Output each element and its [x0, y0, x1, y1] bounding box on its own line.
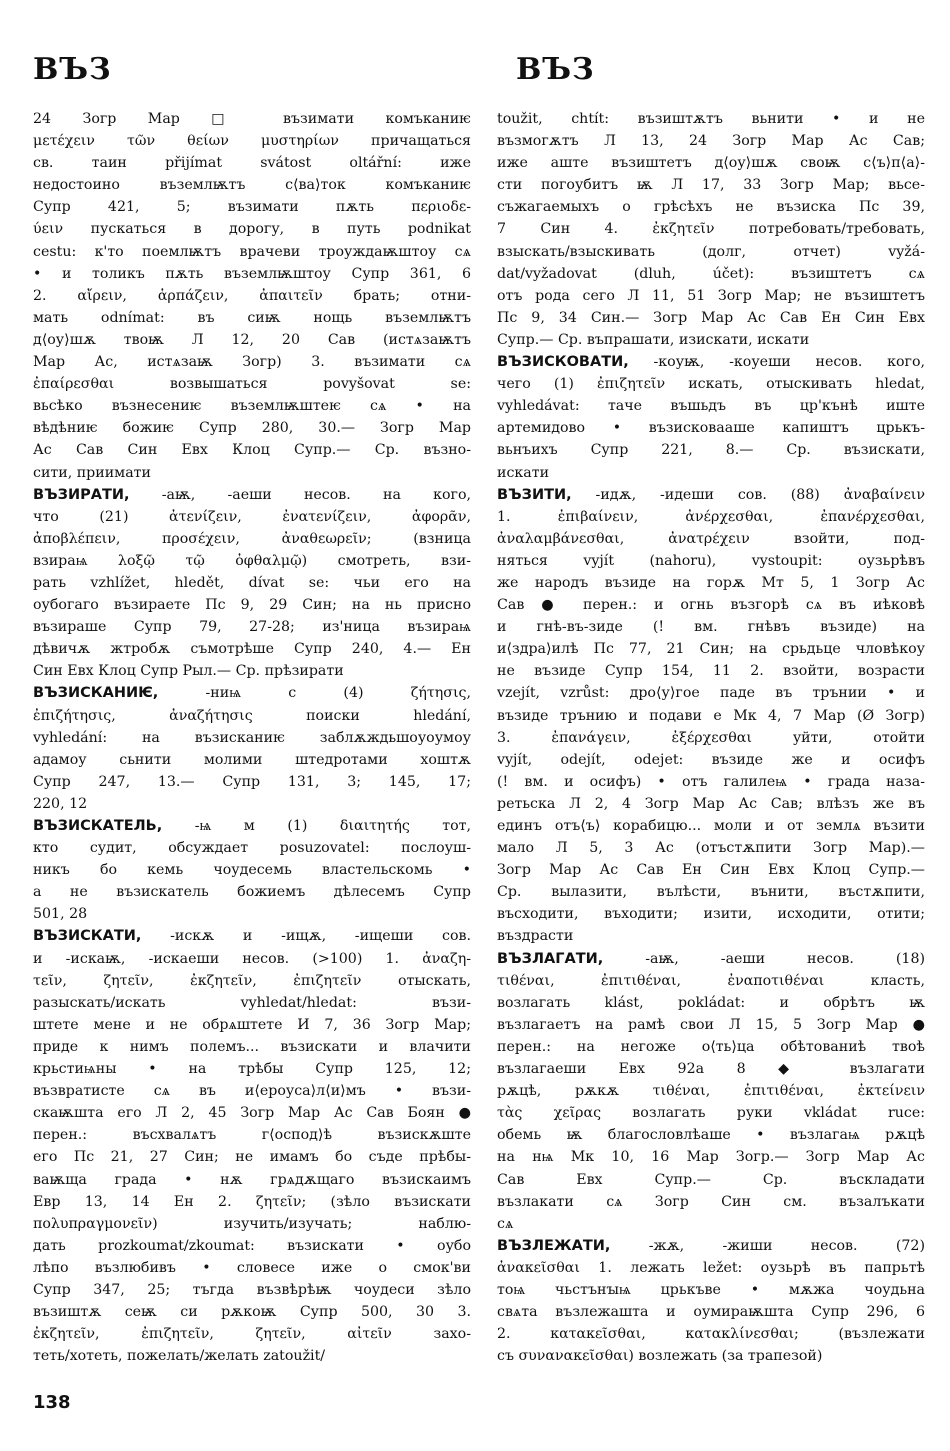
headword: ВЪЗИСКОВАТИ, — [497, 354, 629, 371]
text-line: vzejít, vzrůst: дро⟨у⟩гое паде въ трънии • и — [497, 685, 925, 702]
text-line: рѫцѣ, рѫкѫ τιθέναι, ἐπιτιθέναι, ἐκτείνειν — [497, 1083, 925, 1100]
text-line: мало Л 5, 3 Ас (отъстѫпити Зогр Мар).— — [497, 840, 925, 857]
text-line: вьнъихъ Супр 221, 8.— Ср. възискати, — [497, 442, 925, 459]
text-line: Пс 9, 34 Син.— Зогр Мар Ас Сав Ен Син Евх — [497, 309, 925, 326]
text-line: и -искаѭ, -искаеши несов. (>100) 1. ἀναζη- — [33, 950, 471, 967]
text-line: 2. αἴρειν, ἁρπάζειν, ἀπαιτεῖν брать; отни- — [33, 287, 471, 304]
text-line: его Пс 21, 27 Син; не имамъ бо съде прѣбы- — [33, 1149, 471, 1166]
right-column — [497, 108, 925, 1367]
text-line: же народъ възиде на горѫ Мт 5, 1 Зогр Ас — [497, 574, 925, 591]
text-line: а не възискатель божиемъ дѣлесемъ Супр — [33, 884, 471, 901]
text-line: лѣпо възлюбивъ • словесе иже о смок'ви — [33, 1259, 471, 1276]
text-line: перен.: на негоже о⟨ть⟩ца обѣтованиѣ твоѣ — [497, 1038, 925, 1055]
text-line: въсходити, въходити; изити, исходити, отити; — [497, 906, 925, 923]
text-line: вѣдѣниѥ божиѥ Супр 280, 30.— Зогр Мар — [33, 420, 471, 437]
text-line: въздрасти — [497, 928, 574, 945]
text-line: Супр.— Ср. въпрашати, изискати, искати — [497, 331, 810, 348]
text-line: иже аште възиштетъ д⟨оу⟩шѫ своѭ с⟨ъ⟩п⟨а⟩- — [497, 155, 925, 172]
text-line: перен.: въсхвалѧтъ г⟨оспод⟩ѣ възискѫште — [33, 1127, 471, 1144]
text-line: оубогаго възираете Пс 9, 29 Син; на нь присно — [33, 597, 471, 614]
text-line: vyjít, odejít, odejet: възиде же и осифъ — [497, 751, 925, 768]
text-line: ВЪЗЛАГАТИ, -аѭ, -аеши несов. (18) — [497, 950, 925, 967]
headword: ВЪЗИСКАНИѤ, — [33, 685, 159, 702]
text-line: рать vzhlížet, hledět, dívat se: чьи его на — [33, 574, 471, 591]
text-line: взыскать/взыскивать (долг, отчет) vyžá- — [497, 243, 925, 260]
text-line: разыскать/искать vyhledat/hledat: възи- — [33, 994, 471, 1011]
text-line: ВЪЗИТИ, -идѫ, -идеши сов. (88) ἀναβαίνειν — [497, 486, 925, 503]
text-line: ἐπιζήτησις, ἀναζήτησις поиски hledání, — [33, 707, 471, 724]
text-line: артемидово • възисковааше капиштъ црькъ- — [497, 420, 925, 437]
text-line: • и толикъ пѫть въземлѭштоу Супр 361, 6 — [33, 265, 471, 282]
text-line: 3. ἐπανάγειν, ἐξέρχεσθαι уйти, отойти — [497, 729, 925, 746]
text-line: отъ рода сего Л 11, 51 Зогр Мар; не възиштетъ — [497, 287, 925, 304]
text-line: д⟨оу⟩шѫ твоѭ Л 12, 20 Сав (истѧзаѭтъ — [33, 331, 471, 348]
text-line: възираше Супр 79, 27-28; из'ница възираѩ — [33, 619, 471, 636]
text-line: Ас Сав Син Евх Клоц Супр.— Ср. възно- — [33, 442, 471, 459]
text-line: сти погоубитъ ѭ Л 17, 33 Зогр Мар; вьсе- — [497, 177, 925, 194]
text-line: 7 Син 4. ἐκζητεῖν потребовать/требовать, — [497, 221, 925, 238]
text-line: штете мене и не обрѧштете И 7, 36 Зогр Мар; — [33, 1016, 471, 1033]
text-line: Супр 347, 25; тъгда възвѣрѣѭ чоудеси зѣло — [33, 1281, 471, 1298]
text-line: крьстиѩны • на трѣбы Супр 125, 12; — [33, 1061, 471, 1078]
text-line: свѧта възлежашта и оумираѭшта Супр 296, 6 — [497, 1304, 925, 1321]
text-line: мать odnímat: въ сиѭ нощь въземлѭтъ — [33, 309, 471, 326]
text-line: ВЪЗИСКАТЕЛЬ, -ѩ м (1) διαιτητής тот, — [33, 818, 471, 834]
text-line: няться vyjít (nahoru), vystoupit: оузьрѣвъ — [497, 552, 925, 569]
text-line: ретьска Л 2, 4 Зогр Мар Ас Сав; влѣзъ же въ — [497, 795, 925, 812]
text-line: ВЪЗИСКАТИ, -искѫ и -ищѫ, -ищеши сов. — [33, 928, 471, 945]
text-line: искати — [497, 464, 550, 481]
text-line: vyhledávat: таче въшьдъ въ цр'кънѣ иште — [497, 398, 925, 415]
page-number: 138 — [33, 1392, 71, 1413]
text-line: теть/хотеть, пожелать/желать zatoužit/ — [33, 1348, 326, 1365]
text-line: ВЪЗЛЕЖАТИ, -жѫ, -жиши несов. (72) — [497, 1237, 925, 1254]
text-line: никъ бо кемь чоудесемь властельскомь • — [33, 862, 471, 879]
running-head-left: ВЪЗ — [33, 52, 112, 87]
text-line: τὰς χεῖρας возлагать руки vkládat ruce: — [497, 1105, 925, 1122]
text-line: ἀναλαμβάνεσθαι, ἀνατρέχειν взойти, под- — [497, 530, 925, 547]
text-line: Сав ● перен.: и огнь възгорѣ сѧ въ иѣковѣ — [497, 597, 925, 614]
text-line: ἐπαίρεσθαι возвышаться povyšovat se: — [33, 376, 471, 393]
text-line: возлагать klást, pokládat: и обрѣтъ ѭ — [497, 994, 925, 1011]
headword: ВЪЗЛАГАТИ, — [497, 950, 604, 967]
text-line: адамоу сьнити молими штедротами хоштѫ — [33, 751, 471, 768]
headword: ВЪЗИТИ, — [497, 486, 572, 503]
text-line: съ συνανακεῖσθαι) возлежать (за трапезой) — [497, 1348, 823, 1365]
text-line: сѧ — [497, 1215, 514, 1232]
text-line: обемь ѭ благословлѣаше • възлагаѩ рѫцѣ — [497, 1127, 925, 1144]
text-line: Сав Евх Супр.— Ср. въскладати — [497, 1171, 925, 1188]
text-line: дать prozkoumat/zkoumat: възискати • оубо — [33, 1237, 471, 1254]
text-line: и⟨здра⟩илѣ Пс 77, 21 Син; на срьдьце чловѣкоу — [497, 641, 925, 658]
text-line: Супр 421, 5; възимати пѫть περιοδε- — [33, 199, 471, 216]
text-line: Евр 13, 14 Ен 2. ζητεῖν; (зѣло възискати — [33, 1193, 471, 1210]
text-line: (! вм. и осифъ) • отъ галилеѩ • града наза- — [497, 773, 925, 790]
headword: ВЪЗЛЕЖАТИ, — [497, 1237, 611, 1254]
text-line: ваѭща града • нѫ грѧдѫщаго възискаимъ — [33, 1171, 471, 1188]
text-line: ἀποβλέπειν, προσέχειν, ἀναθεωρεῖν; (взница — [33, 530, 471, 547]
text-line: единъ отъ⟨ъ⟩ корабицю... моли и от землѧ възити — [497, 818, 925, 834]
text-line: Мар Ас, истѧзаѭ Зогр) 3. възимати сѧ — [33, 354, 471, 371]
running-head-right: ВЪЗ — [516, 52, 595, 87]
text-line: тоѩ чьстънꙑѩ црькъве • мѫжа чоудьна — [497, 1281, 925, 1298]
text-line: скаѭшта его Л 2, 45 Зогр Мар Ас Сав Боян ● — [33, 1105, 471, 1122]
text-line: toužit, chtít: възиштѫтъ вьнити • и не — [497, 111, 925, 127]
text-line: ἐκζητεῖν, ἐπιζητεῖν, ζητεῖν, αἰτεῖν захо- — [33, 1326, 471, 1343]
text-line: сити, приимати — [33, 464, 151, 481]
text-line: не възиде Супр 154, 11 2. взойти, возрасти — [497, 663, 925, 680]
text-line: 220, 12 — [33, 795, 88, 812]
text-line: ύειν пускаться в дорогу, в путь podnikat — [33, 221, 471, 238]
text-line: възлакати сѧ Зогр Син см. възалъкати — [497, 1193, 925, 1210]
text-line: кто судит, обсуждает posuzovatel: послоуш- — [33, 840, 471, 857]
text-line: Син Евх Клоц Супр Рыл.— Ср. прѣзирати — [33, 663, 344, 680]
text-line: cestu: к'то поемлѭтъ врачеви троуждаѭштоу сѧ — [33, 243, 471, 260]
text-line: възмогѫтъ Л 13, 24 Зогр Мар Ас Сав; — [497, 133, 925, 150]
text-line: ВЪЗИСКАНИѤ, -ниѩ с (4) ζήτησις, — [33, 685, 471, 702]
text-line: възлагаеши Евх 92а 8 ◆ възлагати — [497, 1061, 925, 1078]
text-line: и гнѣ-въ-зиде (! вм. гнѣвъ възиде) на — [497, 619, 925, 636]
text-line: ВЪЗИСКОВАТИ, -коуѭ, -коуеши несов. кого, — [497, 354, 925, 371]
text-line: Супр 247, 13.— Супр 131, 3; 145, 17; — [33, 773, 471, 790]
text-line: 1. ἐπιβαίνειν, ἀνέρχεσθαι, ἐπανέρχεσθαι, — [497, 508, 925, 525]
text-line: св. таин přijímat svátost oltářní: иже — [33, 155, 471, 172]
text-line: чего (1) ἐπιζητεῖν искать, отыскивать hledat, — [497, 376, 925, 393]
text-line: съжагаемыхъ о грѣсѣхъ не възиска Пс 39, — [497, 199, 925, 216]
text-line: недостоино въземлѭтъ с⟨ва⟩ток комъканиѥ — [33, 177, 471, 194]
text-line: 2. κατακεῖσθαι, κατακλίνεσθαι; (възлежати — [497, 1326, 925, 1343]
headword: ВЪЗИСКАТИ, — [33, 928, 142, 945]
text-line: 24 Зогр Мар □ възимати комъканиѥ — [33, 111, 471, 127]
text-line: что (21) ἀτενίζειν, ἐνατενίζειν, ἀφορᾶν, — [33, 508, 471, 525]
text-line: vyhledání: на възисканиѥ заблѫждьшоуоумоу — [33, 729, 471, 746]
text-line: Ср. вылазити, вълѣсти, вънити, въстѫпити, — [497, 884, 925, 901]
text-line: възлагаетъ на рамѣ свои Л 15, 5 Зогр Мар ● — [497, 1016, 925, 1033]
text-line: τιθέναι, ἐπιτιθέναι, ἐναποτιθέναι класть, — [497, 972, 925, 989]
left-column — [33, 108, 471, 1367]
text-line: μετέχειν τῶν θείων μυστηρίων причащаться — [33, 133, 471, 150]
text-line: τεῖν, ζητεῖν, ἐκζητεῖν, ἐπιζητεῖν отыскать, — [33, 972, 471, 989]
text-line: ἀνακεῖσθαι 1. лежать ležet: оузьрѣ въ папрьтѣ — [497, 1259, 925, 1276]
text-line: на нѩ Мк 10, 16 Мар Зогр.— Зогр Мар Ас — [497, 1149, 925, 1166]
text-line: вьсѣко възнесениѥ въземлѭштеѥ сѧ • на — [33, 398, 471, 415]
text-line: възиде трънию и подави е Мк 4, 7 Мар (Ø Зогр) — [497, 707, 925, 724]
headword: ВЪЗИРАТИ, — [33, 486, 130, 503]
text-line: дѣвичѫ жтробѫ съмотрѣше Супр 240, 4.— Ен — [33, 641, 471, 658]
text-line: възиштѫ сеѭ си рѫкоѭ Супр 500, 30 3. — [33, 1304, 471, 1321]
text-line: приде к нимъ полемъ... възискати и влачити — [33, 1038, 471, 1055]
text-line: ВЪЗИРАТИ, -аѭ, -аеши несов. на кого, — [33, 486, 471, 503]
text-line: 501, 28 — [33, 906, 88, 923]
text-line: Зогр Мар Ас Сав Ен Син Евх Клоц Супр.— — [497, 862, 925, 879]
text-line: взираѩ λοξῷ τῷ ὀφθαλμῷ) смотреть, взи- — [33, 552, 471, 569]
headword: ВЪЗИСКАТЕЛЬ, — [33, 818, 163, 834]
text-line: възвратисте сѧ въ и⟨ероуса⟩л⟨и⟩мъ • възи- — [33, 1083, 471, 1100]
text-line: dat/vyžadovat (dluh, účet): възиштетъ сѧ — [497, 265, 925, 282]
text-line: πολυπραγμονεῖν) изучить/изучать; наблю- — [33, 1215, 471, 1232]
